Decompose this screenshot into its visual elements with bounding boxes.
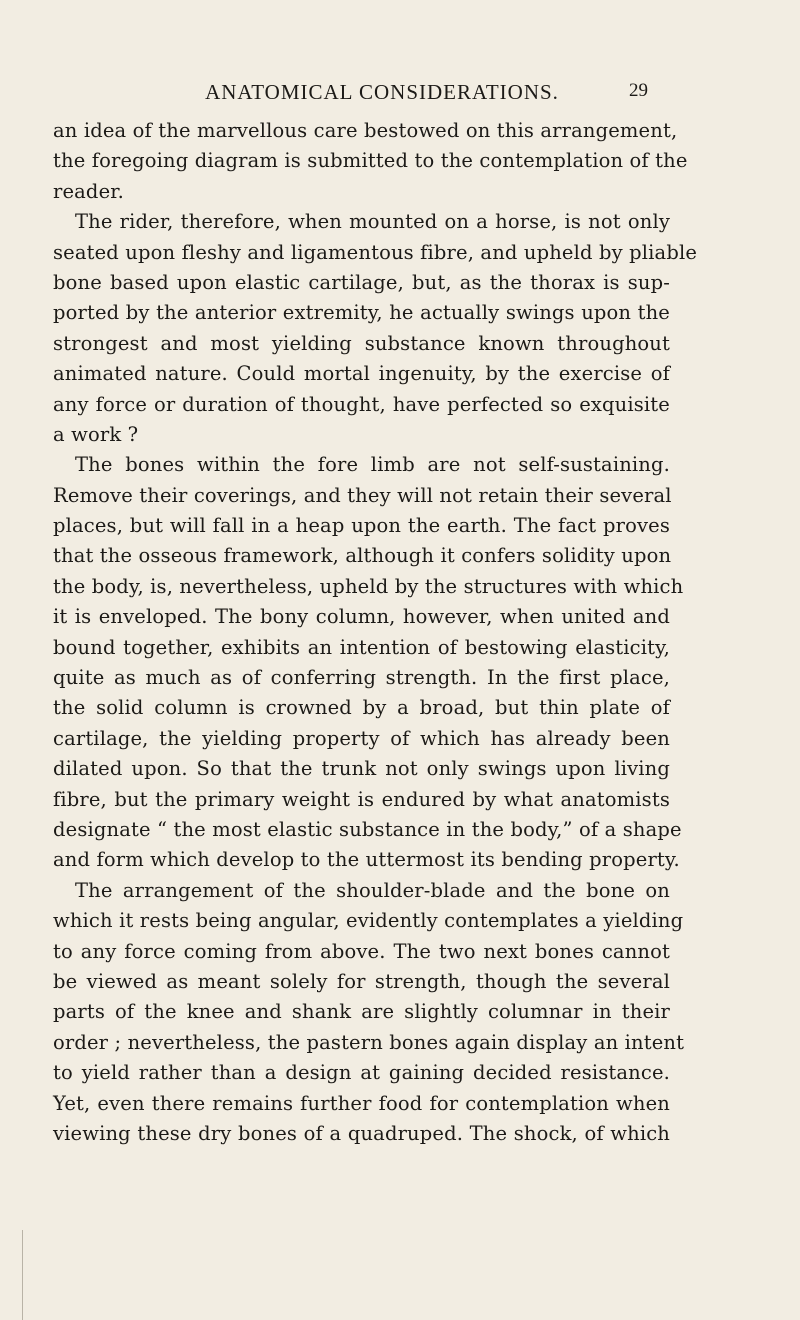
text-line: viewing these dry bones of a quadruped. The shock, of which (53, 1121, 670, 1145)
text-line: cartilage, the yielding property of which has already been (53, 726, 670, 750)
text-line: animated nature. Could mortal ingenuity, by the exercise of (53, 362, 670, 386)
text-line: the body, is, nevertheless, upheld by the structures with which (53, 574, 684, 598)
text-line: a work ? (53, 422, 139, 446)
text-line: reader. (53, 179, 124, 203)
text-line: to yield rather than a design at gaining decided resistance. (53, 1061, 670, 1085)
running-head: ANATOMICAL CONSIDERATIONS. (205, 80, 559, 104)
text-line: bound together, exhibits an intention of bestowing elasticity, (53, 635, 670, 659)
text-line: The bones within the fore limb are not self-sustaining. (75, 453, 670, 477)
page-number: 29 (629, 80, 648, 101)
text-line: an idea of the marvellous care bestowed on this arrangement, (53, 119, 678, 142)
text-line: it is enveloped. The bony column, however, when united and (53, 605, 670, 629)
text-line: seated upon fleshy and ligamentous fibre, and upheld by pliable (53, 240, 698, 264)
text-line: strongest and most yielding substance known throughout (53, 331, 670, 355)
text-line: any force or duration of thought, have perfected so exquisite (53, 392, 670, 416)
text-line: ported by the anterior extremity, he actually swings upon the (53, 301, 670, 325)
body-text (53, 116, 698, 1149)
text-line: Remove their coverings, and they will not retain their several (53, 483, 672, 507)
text-line: the solid column is crowned by a broad, but thin plate of (53, 696, 670, 720)
text-line: and form which develop to the uttermost its bending property. (53, 848, 680, 872)
text-line: The rider, therefore, when mounted on a horse, is not only (75, 210, 670, 234)
text-line: places, but will fall in a heap upon the earth. The fact proves (53, 514, 670, 538)
text-line: which it rests being angular, evidently contemplates a yielding (53, 909, 684, 933)
text-line: to any force coming from above. The two next bones cannot (53, 939, 670, 963)
page-edge-mark (22, 1230, 23, 1320)
text-line: quite as much as of conferring strength. In the first place, (53, 666, 670, 690)
text-line: that the osseous framework, although it confers solidity upon (53, 544, 672, 568)
text-line: order ; nevertheless, the pastern bones again display an intent (53, 1030, 685, 1054)
text-line: fibre, but the primary weight is endured by what anatomists (53, 787, 670, 811)
text-line: bone based upon elastic cartilage, but, as the thorax is sup- (53, 270, 670, 294)
text-line: parts of the knee and shank are slightly columnar in their (53, 1000, 670, 1024)
text-line: be viewed as meant solely for strength, though the several (53, 969, 670, 993)
text-line: The arrangement of the shoulder-blade and the bone on (75, 878, 670, 902)
text-line: dilated upon. So that the trunk not only swings upon living (53, 757, 670, 781)
text-line: Yet, even there remains further food for contemplation when (53, 1091, 670, 1115)
text-line: designate “ the most elastic substance in the body,” of a shape (53, 817, 682, 841)
text-line: the foregoing diagram is submitted to the contemplation of the (53, 149, 688, 173)
